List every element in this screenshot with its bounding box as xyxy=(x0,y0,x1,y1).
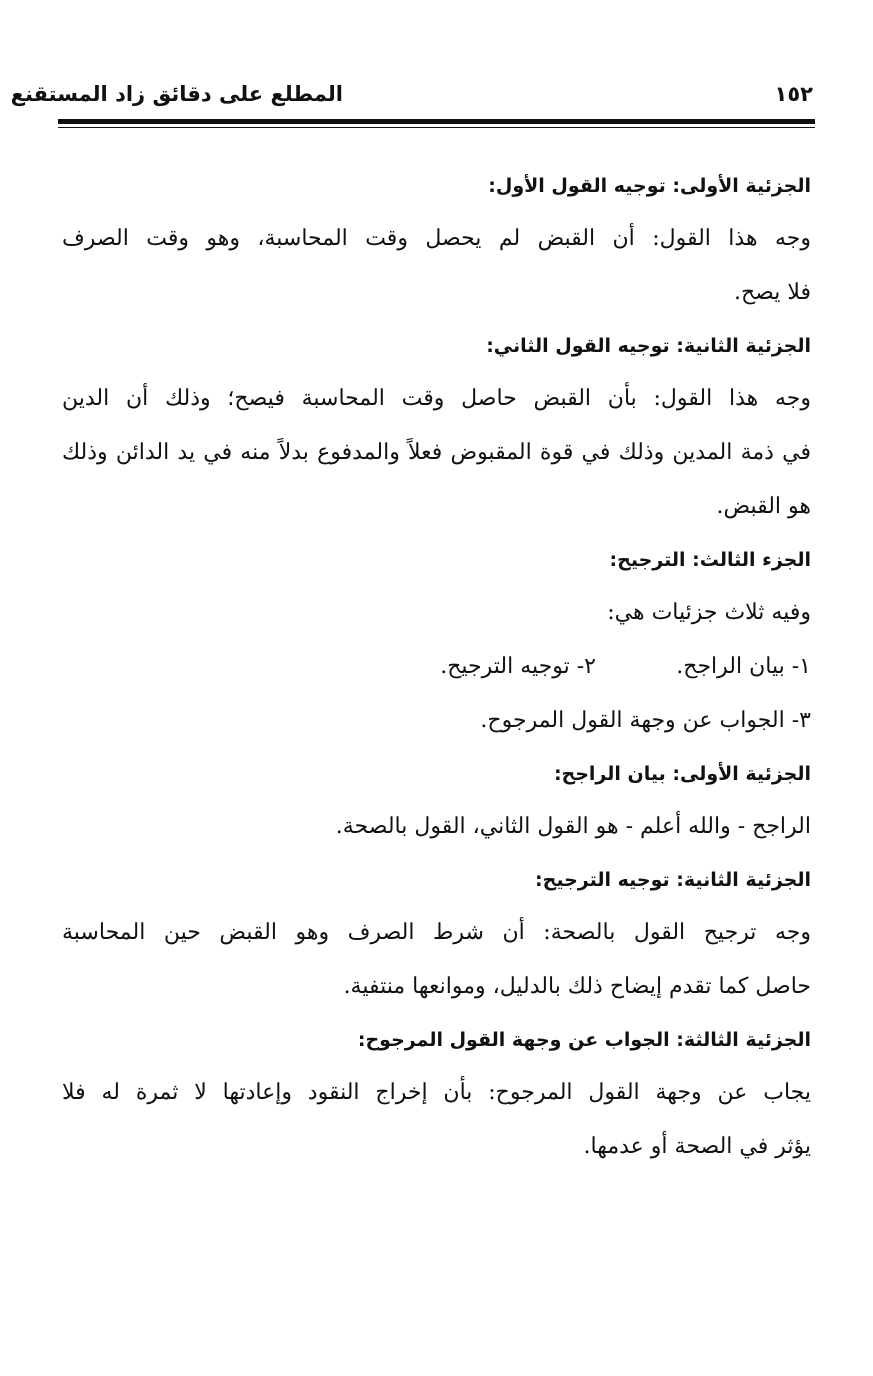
text-line: يؤثر في الصحة أو عدمها. xyxy=(583,1134,811,1159)
paragraph xyxy=(62,586,811,640)
running-header xyxy=(10,82,813,122)
text-line: الراجح - والله أعلم - هو القول الثاني، القول بالصحة. xyxy=(335,814,811,839)
page-number: ١٥٢ xyxy=(774,82,813,106)
section-heading: الجزئية الأولى: بيان الراجح: xyxy=(553,763,811,785)
text-line: يجاب عن وجهة القول المرجوح: بأن إخراج النقود وإعادتها لا ثمرة له فلا xyxy=(62,1080,811,1105)
text-line: وجه ترجيح القول بالصحة: أن شرط الصرف وهو القبض حين المحاسبة xyxy=(62,920,811,945)
paragraph xyxy=(62,906,811,1014)
list-row xyxy=(62,640,811,694)
text-line: وجه هذا القول: أن القبض لم يحصل وقت المحاسبة، وهو وقت الصرف xyxy=(62,226,811,251)
list-row xyxy=(62,694,811,748)
body-text xyxy=(62,160,811,1174)
paragraph xyxy=(62,212,811,320)
section-heading: الجزئية الأولى: توجيه القول الأول: xyxy=(488,175,811,197)
list-item: ١- بيان الراجح. xyxy=(676,654,811,679)
section-heading: الجزئية الثانية: توجيه القول الثاني: xyxy=(486,335,811,357)
paragraph xyxy=(62,1066,811,1174)
header-rule-thin xyxy=(58,127,815,128)
running-title: المطلع على دقائق زاد المستقنع xyxy=(10,82,343,106)
section-heading: الجزئية الثالثة: الجواب عن وجهة القول المرجوح: xyxy=(357,1029,811,1051)
text-line: هو القبض. xyxy=(716,494,811,519)
text-line: في ذمة المدين وذلك في قوة المقبوض فعلاً والمدفوع بدلاً منه في يد الدائن وذلك xyxy=(62,440,811,465)
text-line: حاصل كما تقدم إيضاح ذلك بالدليل، وموانعها منتفية. xyxy=(343,974,811,999)
text-line: وفيه ثلاث جزئيات هي: xyxy=(607,600,811,625)
list-item: ٣- الجواب عن وجهة القول المرجوح. xyxy=(480,708,811,733)
paragraph xyxy=(62,372,811,534)
list-item: ٢- توجيه الترجيح. xyxy=(440,654,596,679)
section-heading: الجزئية الثانية: توجيه الترجيح: xyxy=(535,869,811,891)
text-line: فلا يصح. xyxy=(733,280,811,305)
part-heading: الجزء الثالث: الترجيح: xyxy=(609,549,811,571)
paragraph xyxy=(62,800,811,854)
header-rule-thick xyxy=(58,119,815,124)
text-line: وجه هذا القول: بأن القبض حاصل وقت المحاسبة فيصح؛ وذلك أن الدين xyxy=(62,386,811,411)
